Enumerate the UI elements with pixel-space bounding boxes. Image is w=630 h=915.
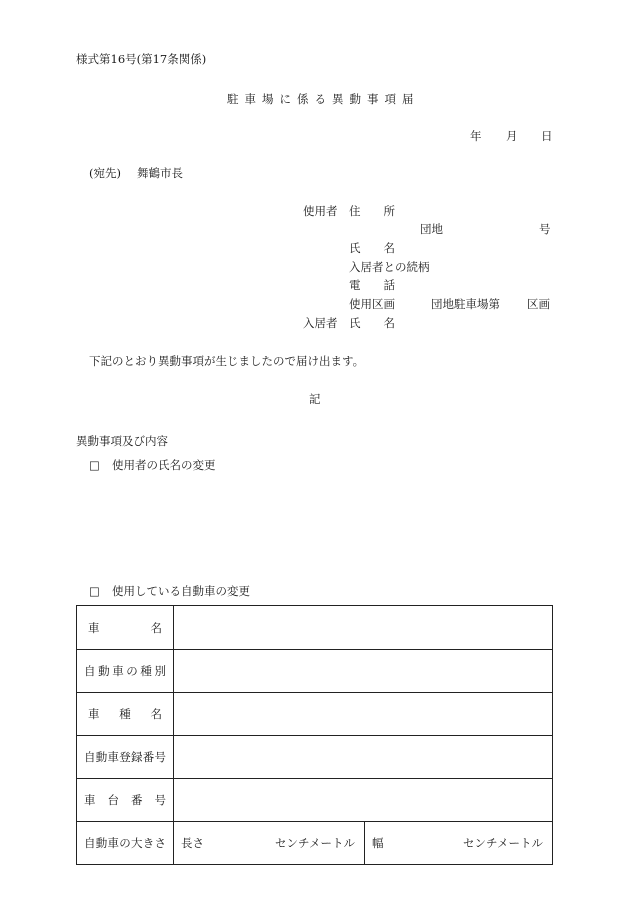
user-address-label: 住 所 (349, 204, 395, 218)
label-char: 車 (107, 750, 119, 764)
table-row-car-size (77, 821, 552, 864)
label-char: 号 (154, 750, 166, 764)
car-info-table (76, 605, 553, 865)
label-char: 車 (112, 664, 124, 678)
user-parking-end: 区画 (527, 297, 550, 311)
addressee-name: 舞鶴市長 (137, 166, 183, 180)
car-change-label: 使用している自動車の変更 (112, 584, 250, 598)
user-parking-label: 使用区画 (349, 297, 395, 311)
date-year: 年 (470, 129, 482, 143)
label-char: 車 (84, 793, 96, 807)
row-label (77, 693, 174, 735)
label-char: 車 (88, 707, 100, 721)
label-char: 別 (154, 664, 166, 678)
row-label (77, 650, 174, 692)
label-char: 名 (150, 707, 162, 721)
form-number: 様式第16号(第17条関係) (76, 52, 207, 66)
label-char: 車 (88, 620, 100, 635)
label-char: き (142, 836, 155, 850)
date-month: 月 (506, 129, 518, 143)
label-char: 自 (84, 750, 96, 764)
label-char: 番 (131, 793, 143, 807)
length-unit: センチメートル (275, 836, 356, 850)
user-parking-mid: 団地駐車場第 (431, 297, 500, 311)
user-name-label: 氏 名 (349, 241, 395, 255)
label-char: 種 (119, 707, 131, 721)
label-char: 登 (119, 750, 131, 764)
label-char: 動 (95, 750, 108, 764)
changes-heading: 異動事項及び内容 (76, 434, 168, 448)
statement-text: 下記のとおり異動事項が生じましたので届け出ます。 (89, 354, 365, 368)
name-change-label: 使用者の氏名の変更 (112, 458, 216, 472)
car-change-checkbox[interactable]: □ (89, 584, 100, 598)
name-change-checkbox[interactable]: □ (89, 458, 100, 472)
row-label (77, 779, 174, 821)
label-char: 台 (107, 793, 119, 807)
row-label (77, 736, 174, 778)
label-char: 自 (84, 836, 96, 850)
user-phone-label: 電 話 (349, 278, 395, 292)
label-char: の (126, 664, 138, 678)
table-row-car-type (77, 649, 552, 692)
label-char: 名 (150, 620, 162, 635)
label-char: さ (154, 836, 166, 850)
label-char: 大 (131, 836, 143, 850)
table-row-chassis-number (77, 778, 552, 821)
row-label (77, 822, 174, 864)
user-relation-label: 入居者との続柄 (349, 260, 430, 274)
width-label: 幅 (372, 836, 384, 850)
table-row-registration-number (77, 735, 552, 778)
size-cell-divider (364, 822, 365, 864)
label-char: 動 (95, 836, 108, 850)
length-label: 長さ (181, 836, 204, 850)
label-char: 番 (142, 750, 155, 764)
label-char: 種 (140, 664, 152, 678)
label-char: 自 (84, 664, 96, 678)
label-char: の (119, 836, 131, 850)
width-unit: センチメートル (463, 836, 544, 850)
label-char: 車 (107, 836, 119, 850)
row-label (77, 606, 174, 649)
form-title: 駐車場に係る異動事項届 (227, 92, 420, 106)
table-row-car-name (77, 606, 552, 649)
date-day: 日 (541, 129, 553, 143)
resident-label: 入居者 (303, 316, 338, 330)
label-char: 録 (131, 750, 143, 764)
ki-mark: 記 (309, 392, 321, 406)
table-row-car-model (77, 692, 552, 735)
user-danchi-label: 団地 (420, 222, 443, 236)
resident-name-label: 氏 名 (349, 316, 395, 330)
label-char: 号 (154, 793, 166, 807)
label-char: 動 (98, 664, 110, 678)
user-label: 使用者 (303, 204, 338, 218)
user-number-label: 号 (539, 222, 551, 236)
addressee-prefix: (宛先) (89, 166, 121, 180)
